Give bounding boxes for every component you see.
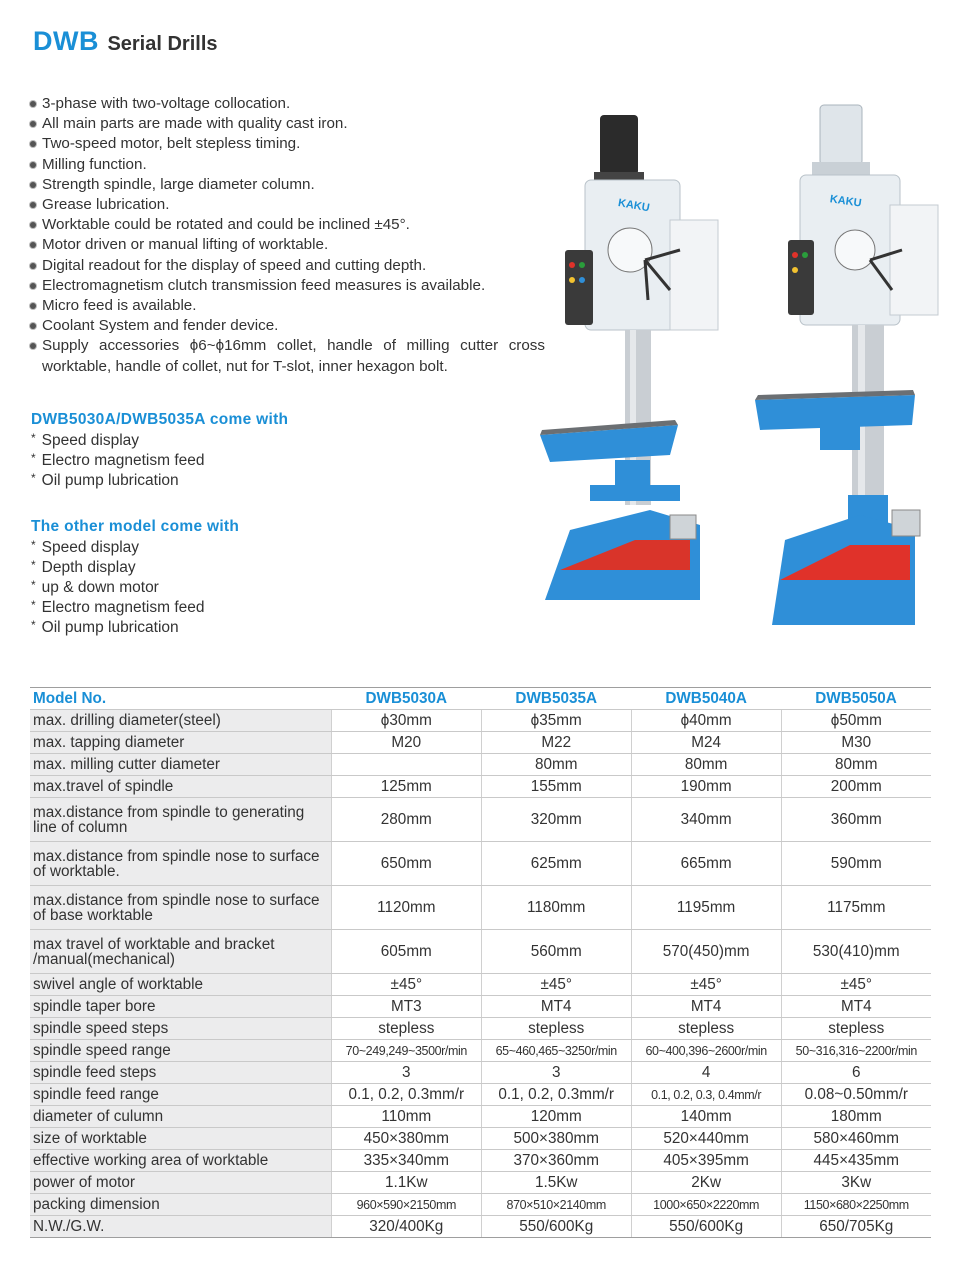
table-row: [30, 1150, 931, 1172]
value-cell: 60~400,396~2600r/min: [631, 1040, 781, 1062]
table-row: [30, 710, 931, 732]
value-cell: ϕ30mm: [331, 710, 481, 732]
table-row: [30, 1128, 931, 1150]
feature-item: Digital readout for the display of speed and cutting depth.: [30, 256, 545, 276]
value-cell: 870×510×2140mm: [481, 1194, 631, 1216]
value-cell: 0.08~0.50mm/r: [781, 1084, 931, 1106]
drill-machines-illustration: [530, 100, 950, 640]
value-cell: 0.1, 0.2, 0.3mm/r: [481, 1084, 631, 1106]
column-header: Model No.: [30, 688, 331, 710]
value-cell: 590mm: [781, 842, 931, 886]
feature-item: Strength spindle, large diameter column.: [30, 175, 545, 195]
value-cell: 190mm: [631, 776, 781, 798]
value-cell: 50~316,316~2200r/min: [781, 1040, 931, 1062]
value-cell: 605mm: [331, 930, 481, 974]
param-cell: max. tapping diameter: [30, 732, 331, 754]
feature-item: Two-speed motor, belt stepless timing.: [30, 134, 545, 154]
value-cell: ϕ50mm: [781, 710, 931, 732]
value-cell: 3: [481, 1062, 631, 1084]
value-cell: 125mm: [331, 776, 481, 798]
section2-heading: The other model come with: [31, 518, 240, 535]
table-header-row: [30, 688, 931, 710]
list-item: * Speed display: [31, 538, 140, 556]
value-cell: 80mm: [781, 754, 931, 776]
spec-table: [30, 687, 931, 1238]
asterisk-icon: *: [31, 578, 36, 593]
asterisk-icon: *: [31, 471, 36, 486]
value-cell: 550/600Kg: [481, 1216, 631, 1238]
value-cell: 1150×680×2250mm: [781, 1194, 931, 1216]
value-cell: 665mm: [631, 842, 781, 886]
param-cell: size of worktable: [30, 1128, 331, 1150]
value-cell: 550/600Kg: [631, 1216, 781, 1238]
value-cell: 445×435mm: [781, 1150, 931, 1172]
bullet-icon: [30, 222, 36, 228]
value-cell: 70~249,249~3500r/min: [331, 1040, 481, 1062]
value-cell: ϕ35mm: [481, 710, 631, 732]
feature-item: Electromagnetism clutch transmission feed measures is available.: [30, 276, 545, 296]
bullet-icon: [30, 303, 36, 309]
value-cell: 520×440mm: [631, 1128, 781, 1150]
value-cell: 200mm: [781, 776, 931, 798]
column-header: DWB5030A: [331, 688, 481, 710]
list-item: * Depth display: [31, 558, 136, 577]
value-cell: stepless: [631, 1018, 781, 1040]
table-row: [30, 842, 931, 886]
param-cell: effective working area of worktable: [30, 1150, 331, 1172]
param-cell: spindle feed steps: [30, 1062, 331, 1084]
value-cell: 1180mm: [481, 886, 631, 930]
table-row: [30, 732, 931, 754]
value-cell: 140mm: [631, 1106, 781, 1128]
param-cell: max. drilling diameter(steel): [30, 710, 331, 732]
bullet-icon: [30, 141, 36, 147]
list-item: * up & down motor: [31, 578, 159, 597]
value-cell: 110mm: [331, 1106, 481, 1128]
column-header: DWB5050A: [781, 688, 931, 710]
section2-list: [31, 538, 205, 638]
list-item: * Electro magnetism feed: [31, 598, 205, 617]
section1-heading: DWB5030A/DWB5035A come with: [31, 411, 289, 428]
asterisk-icon: *: [31, 558, 36, 573]
value-cell: M22: [481, 732, 631, 754]
feature-item: Grease lubrication.: [30, 195, 545, 215]
bullet-icon: [30, 182, 36, 188]
kaku-label: KAKU: [617, 197, 651, 215]
bullet-icon: [30, 343, 36, 349]
value-cell: ±45°: [331, 974, 481, 996]
value-cell: 80mm: [481, 754, 631, 776]
table-row: [30, 798, 931, 842]
value-cell: 1195mm: [631, 886, 781, 930]
value-cell: 6: [781, 1062, 931, 1084]
value-cell: 180mm: [781, 1106, 931, 1128]
table-row: [30, 1084, 931, 1106]
value-cell: MT4: [481, 996, 631, 1018]
param-cell: spindle taper bore: [30, 996, 331, 1018]
value-cell: 2Kw: [631, 1172, 781, 1194]
param-cell: max.travel of spindle: [30, 776, 331, 798]
table-row: [30, 974, 931, 996]
value-cell: 530(410)mm: [781, 930, 931, 974]
value-cell: ±45°: [631, 974, 781, 996]
value-cell: 1175mm: [781, 886, 931, 930]
param-cell: power of motor: [30, 1172, 331, 1194]
value-cell: 320mm: [481, 798, 631, 842]
bullet-icon: [30, 263, 36, 269]
value-cell: 370×360mm: [481, 1150, 631, 1172]
value-cell: M24: [631, 732, 781, 754]
title-brand: DWB: [33, 26, 99, 56]
asterisk-icon: *: [31, 451, 36, 466]
value-cell: stepless: [331, 1018, 481, 1040]
value-cell: 405×395mm: [631, 1150, 781, 1172]
drill-machine-2: [755, 105, 938, 625]
param-cell: N.W./G.W.: [30, 1216, 331, 1238]
title-rest: Serial Drills: [107, 33, 218, 55]
feature-item: Micro feed is available.: [30, 296, 545, 316]
feature-list: [30, 94, 545, 377]
table-row: [30, 776, 931, 798]
value-cell: 335×340mm: [331, 1150, 481, 1172]
value-cell: 80mm: [631, 754, 781, 776]
table-row: [30, 930, 931, 974]
value-cell: 560mm: [481, 930, 631, 974]
value-cell: 500×380mm: [481, 1128, 631, 1150]
param-cell: spindle speed range: [30, 1040, 331, 1062]
value-cell: MT4: [781, 996, 931, 1018]
list-item: * Oil pump lubrication: [31, 618, 179, 637]
value-cell: 1.5Kw: [481, 1172, 631, 1194]
bullet-icon: [30, 121, 36, 127]
feature-item: 3-phase with two-voltage collocation.: [30, 94, 545, 114]
value-cell: 320/400Kg: [331, 1216, 481, 1238]
feature-item: Milling function.: [30, 155, 545, 175]
param-cell: max travel of worktable and bracket /manual(mechanical): [30, 930, 331, 974]
value-cell: ϕ40mm: [631, 710, 781, 732]
table-row: [30, 1106, 931, 1128]
list-item: * Electro magnetism feed: [31, 451, 205, 470]
asterisk-icon: *: [31, 538, 36, 552]
feature-item: All main parts are made with quality cast iron.: [30, 114, 545, 134]
page-title: [33, 26, 218, 57]
param-cell: max.distance from spindle nose to surface of base worktable: [30, 886, 331, 930]
table-row: [30, 1216, 931, 1238]
value-cell: stepless: [481, 1018, 631, 1040]
value-cell: 570(450)mm: [631, 930, 781, 974]
param-cell: spindle speed steps: [30, 1018, 331, 1040]
feature-item: Motor driven or manual lifting of worktable.: [30, 235, 545, 255]
value-cell: MT3: [331, 996, 481, 1018]
value-cell: 3Kw: [781, 1172, 931, 1194]
value-cell: stepless: [781, 1018, 931, 1040]
param-cell: max.distance from spindle nose to surface of worktable.: [30, 842, 331, 886]
value-cell: 1000×650×2220mm: [631, 1194, 781, 1216]
asterisk-icon: *: [31, 618, 36, 633]
feature-item: Coolant System and fender device.: [30, 316, 545, 336]
param-cell: max.distance from spindle to generating line of column: [30, 798, 331, 842]
value-cell: M20: [331, 732, 481, 754]
value-cell: 450×380mm: [331, 1128, 481, 1150]
value-cell: ±45°: [781, 974, 931, 996]
value-cell: 650mm: [331, 842, 481, 886]
value-cell: 3: [331, 1062, 481, 1084]
value-cell: M30: [781, 732, 931, 754]
bullet-icon: [30, 202, 36, 208]
table-row: [30, 996, 931, 1018]
value-cell: 120mm: [481, 1106, 631, 1128]
value-cell: 0.1, 0.2, 0.3mm/r: [331, 1084, 481, 1106]
kaku-label: KAKU: [829, 193, 863, 210]
value-cell: 155mm: [481, 776, 631, 798]
param-cell: swivel angle of worktable: [30, 974, 331, 996]
table-row: [30, 754, 931, 776]
value-cell: 65~460,465~3250r/min: [481, 1040, 631, 1062]
value-cell: 4: [631, 1062, 781, 1084]
value-cell: 0.1, 0.2, 0.3, 0.4mm/r: [631, 1084, 781, 1106]
table-row: [30, 1040, 931, 1062]
param-cell: spindle feed range: [30, 1084, 331, 1106]
table-row: [30, 1172, 931, 1194]
list-item: * Oil pump lubrication: [31, 471, 179, 490]
param-cell: diameter of culumn: [30, 1106, 331, 1128]
bullet-icon: [30, 162, 36, 168]
section1-list: [31, 431, 205, 491]
bullet-icon: [30, 101, 36, 107]
value-cell: 360mm: [781, 798, 931, 842]
drill-machine-1: [540, 115, 718, 600]
table-row: [30, 1062, 931, 1084]
bullet-icon: [30, 283, 36, 289]
table-row: [30, 1018, 931, 1040]
feature-item: Supply accessories ϕ6~ϕ16mm collet, handle of milling cutter cross worktable, handle of collet, nut for T-slot, inner hexagon bolt.: [30, 336, 545, 376]
table-row: [30, 1194, 931, 1216]
value-cell: ±45°: [481, 974, 631, 996]
asterisk-icon: *: [31, 431, 36, 445]
value-cell: 280mm: [331, 798, 481, 842]
param-cell: max. milling cutter diameter: [30, 754, 331, 776]
bullet-icon: [30, 242, 36, 248]
value-cell: 1120mm: [331, 886, 481, 930]
value-cell: [331, 754, 481, 776]
column-header: DWB5040A: [631, 688, 781, 710]
column-header: DWB5035A: [481, 688, 631, 710]
feature-item: Worktable could be rotated and could be inclined ±45°.: [30, 215, 545, 235]
param-cell: packing dimension: [30, 1194, 331, 1216]
asterisk-icon: *: [31, 598, 36, 613]
value-cell: MT4: [631, 996, 781, 1018]
value-cell: 580×460mm: [781, 1128, 931, 1150]
list-item: * Speed display: [31, 431, 140, 449]
value-cell: 625mm: [481, 842, 631, 886]
value-cell: 340mm: [631, 798, 781, 842]
bullet-icon: [30, 323, 36, 329]
value-cell: 960×590×2150mm: [331, 1194, 481, 1216]
table-row: [30, 886, 931, 930]
value-cell: 650/705Kg: [781, 1216, 931, 1238]
value-cell: 1.1Kw: [331, 1172, 481, 1194]
